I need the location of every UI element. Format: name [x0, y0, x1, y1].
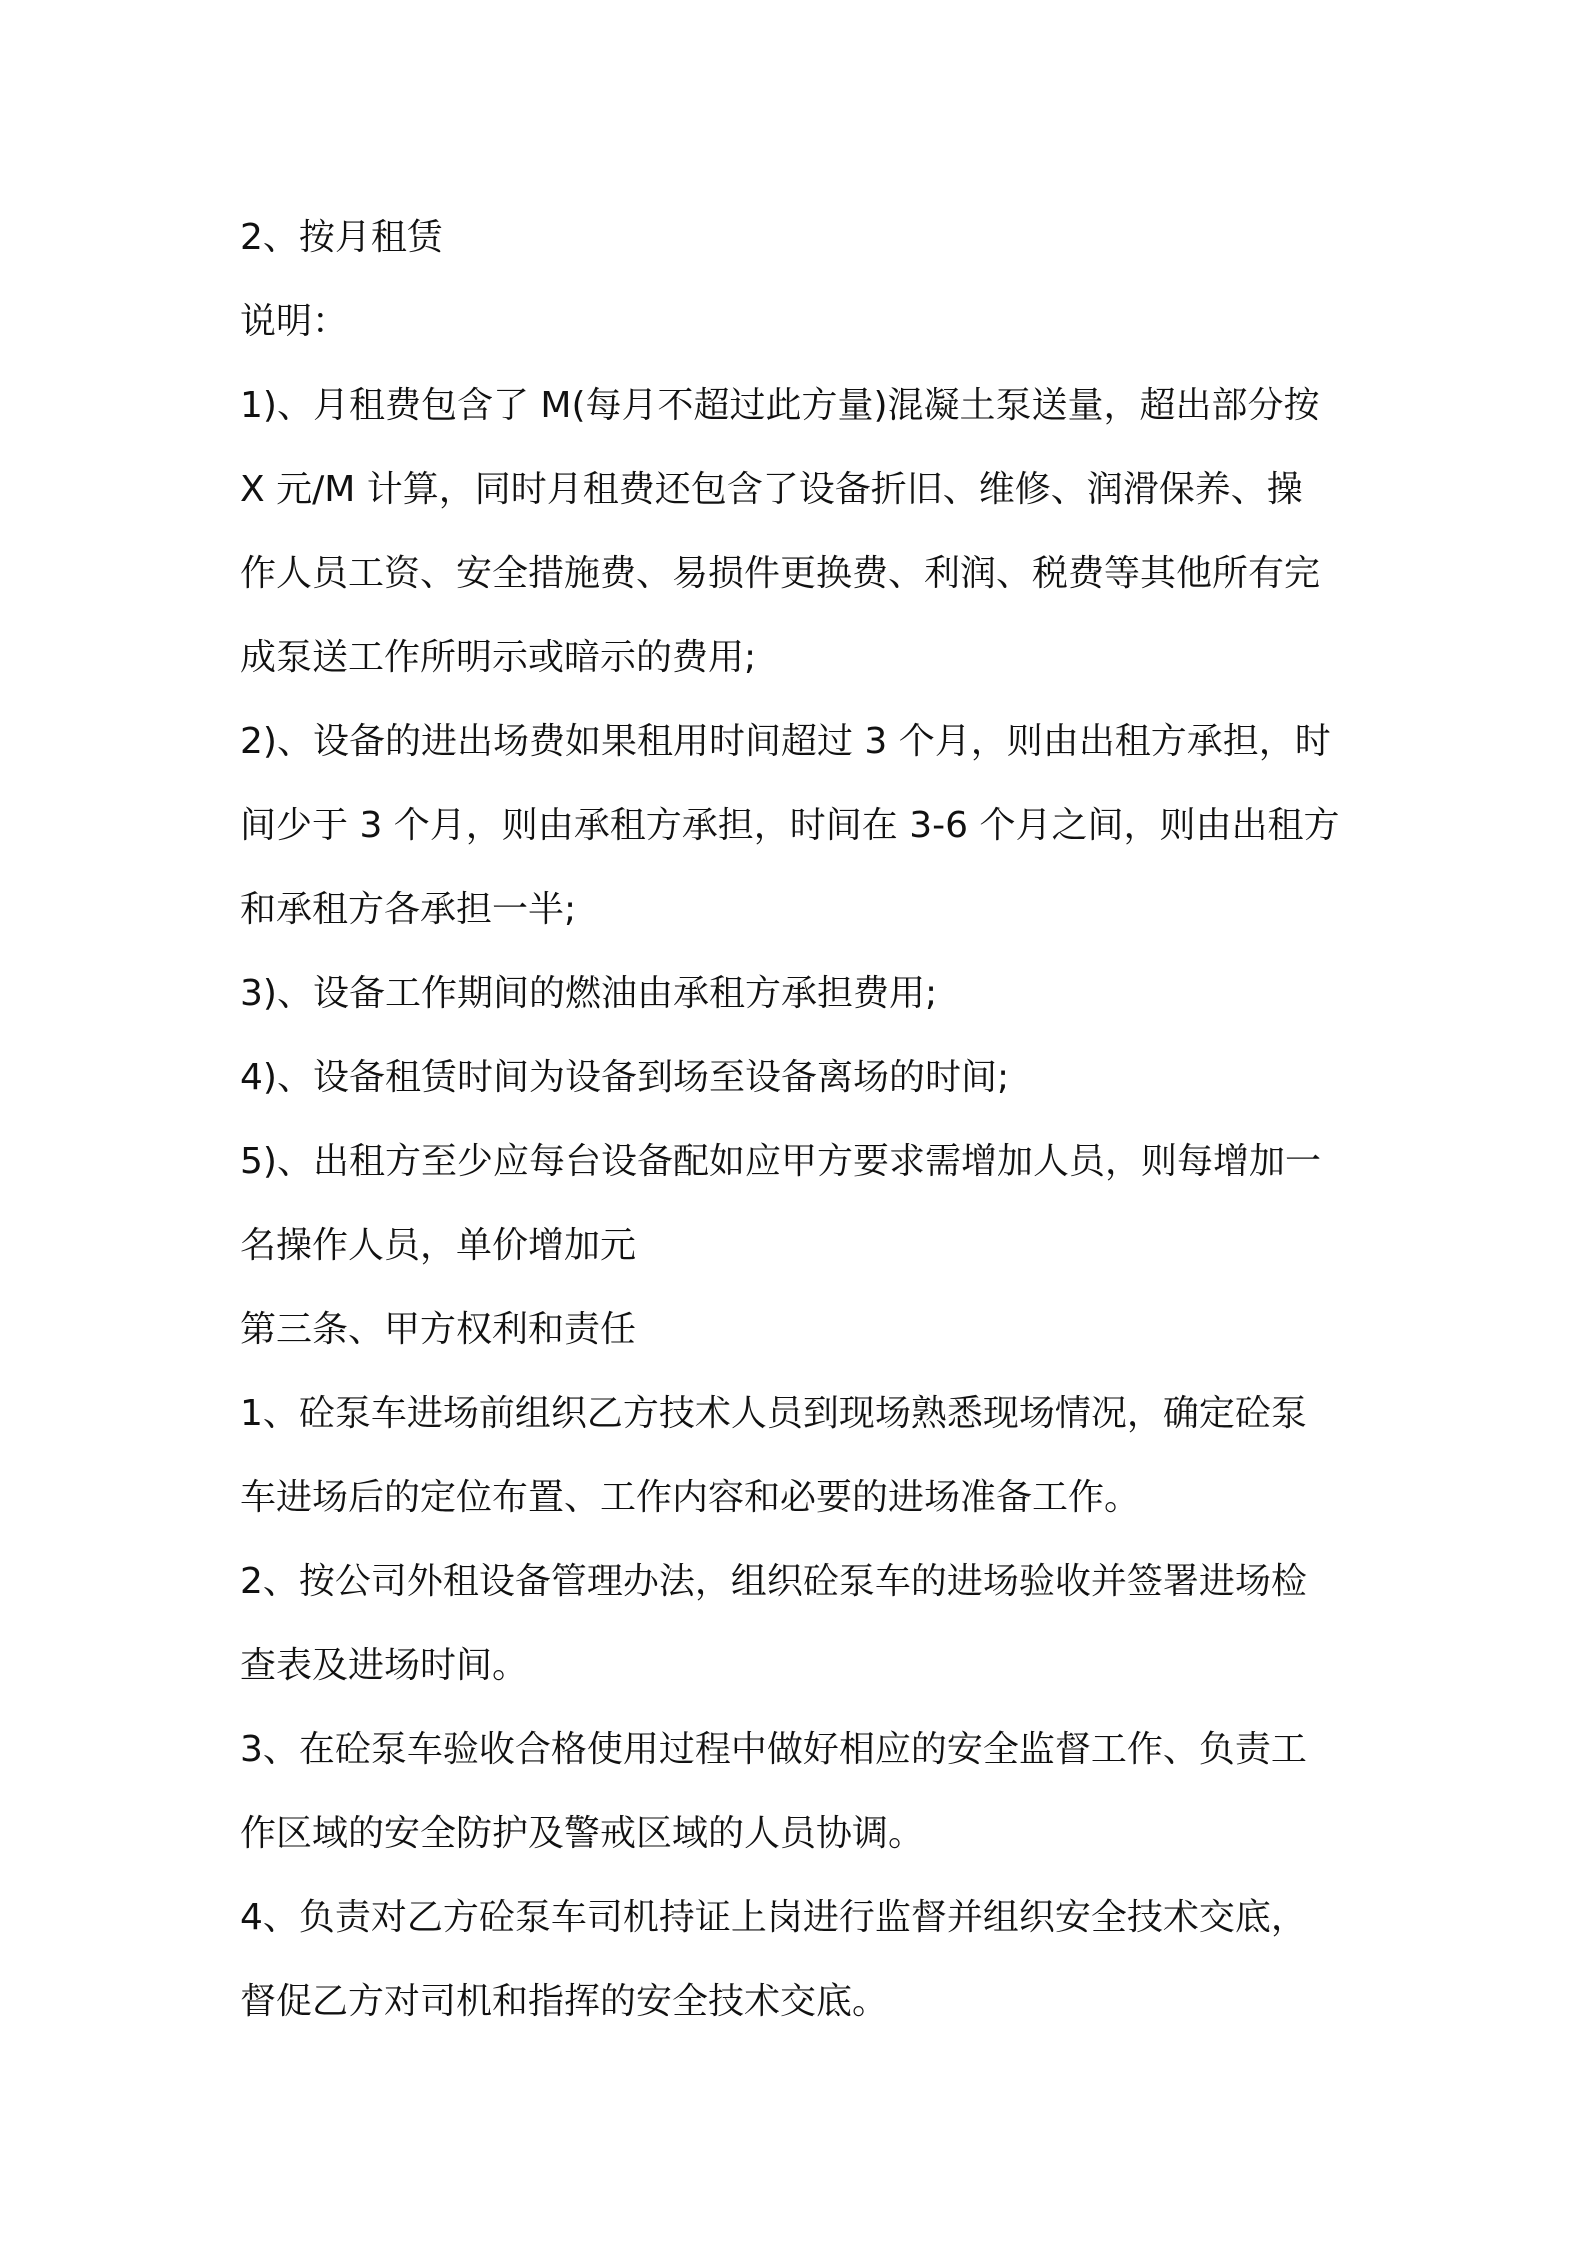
text-line: 1、砼泵车进场前组织乙方技术人员到现场熟悉现场情况，确定砼泵: [240, 1393, 1307, 1434]
text-line: 名操作人员，单价增加元: [240, 1225, 637, 1266]
text-line: 作区域的安全防护及警戒区域的人员协调。: [240, 1813, 925, 1854]
text-line: 1)、月租费包含了 M(每月不超过此方量)混凝土泵送量，超出部分按: [240, 385, 1320, 426]
text-line: 3、在砼泵车验收合格使用过程中做好相应的安全监督工作、负责工: [240, 1729, 1307, 1770]
text-line: 成泵送工作所明示或暗示的费用;: [240, 637, 757, 678]
text-line: 3)、设备工作期间的燃油由承租方承担费用;: [240, 973, 938, 1014]
section-heading: 2、按月租赁: [240, 217, 443, 258]
text-line: 作人员工资、安全措施费、易损件更换费、利润、税费等其他所有完: [240, 553, 1321, 594]
text-line: 4)、设备租赁时间为设备到场至设备离场的时间;: [240, 1057, 1010, 1098]
text-line: 间少于 3 个月，则由承租方承担，时间在 3-6 个月之间，则由出租方: [240, 805, 1340, 846]
text-line: 说明：: [240, 301, 349, 342]
text-line: 和承租方各承担一半;: [240, 889, 577, 930]
text-line: 查表及进场时间。: [240, 1645, 529, 1686]
text-line: 督促乙方对司机和指挥的安全技术交底。: [240, 1981, 889, 2022]
text-line: 2)、设备的进出场费如果租用时间超过 3 个月，则由出租方承担，时: [240, 721, 1331, 762]
document-body: [240, 196, 1355, 2044]
text-line: 车进场后的定位布置、工作内容和必要的进场准备工作。: [240, 1477, 1141, 1518]
text-line: 5)、出租方至少应每台设备配如应甲方要求需增加人员，则每增加一: [240, 1141, 1321, 1182]
section-heading: 第三条、甲方权利和责任: [240, 1309, 637, 1350]
text-line: 2、按公司外租设备管理办法，组织砼泵车的进场验收并签署进场检: [240, 1561, 1307, 1602]
text-line: X 元/M 计算，同时月租费还包含了设备折旧、维修、润滑保养、操: [240, 469, 1303, 510]
text-line: 4、负责对乙方砼泵车司机持证上岗进行监督并组织安全技术交底，: [240, 1897, 1307, 1938]
